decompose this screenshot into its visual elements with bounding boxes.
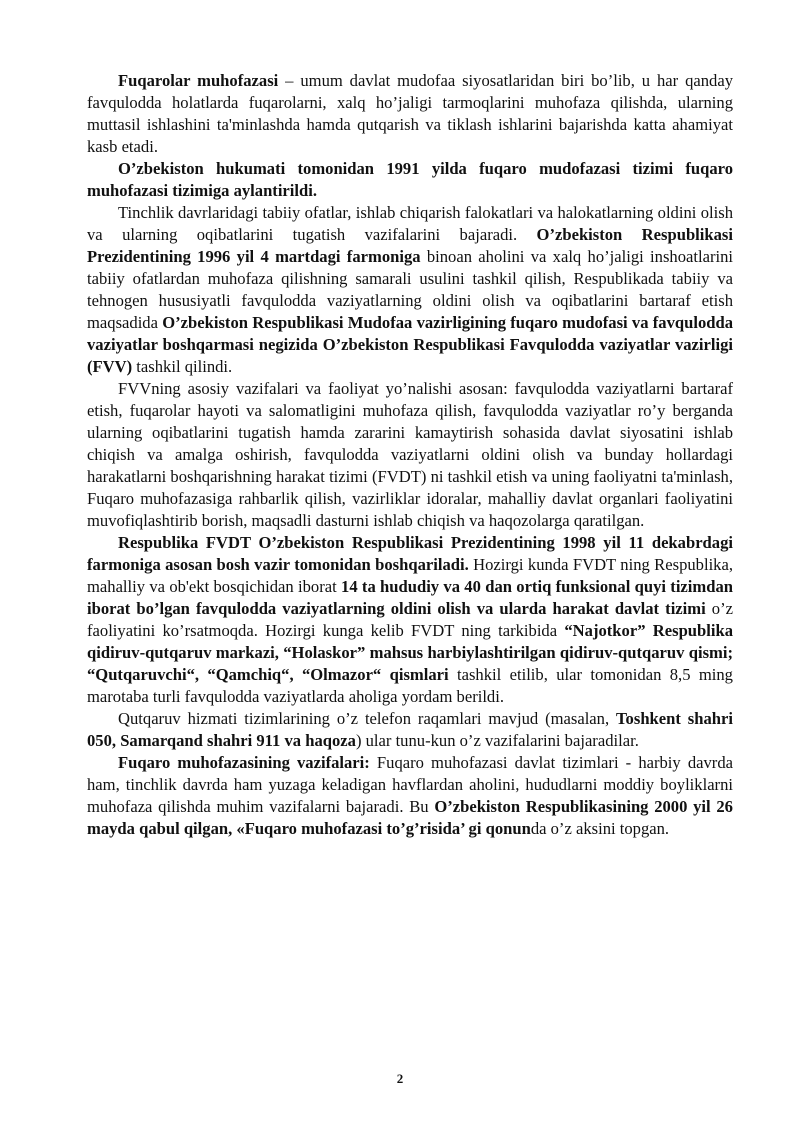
bold-text: “Najotkor” Respublika qidiruv-qutqaruv markazi, “Holaskor” mahsus harbiylashtirilgan qidiruv-qutqaruv qismi; “Qutqaruvchi“, “Qamchiq“, “Olmazor“ qismlari [87, 621, 733, 684]
body-text: ) ular tunu-kun o’z vazifalarini bajaradilar. [355, 731, 639, 750]
bold-text: Fuqarolar muhofazasi [118, 71, 279, 90]
body-text: tashkil etilib, ular tomonidan 8,5 ming marotaba turli favqulodda vaziyatlarda aholiga yordam berildi. [87, 665, 733, 706]
bold-text: 14 ta hududiy va 40 dan ortiq funksional quyi tizimdan iborat bo’lgan favqulodda vaziyatlarning oldini olish va ularda harakat davlat tizimi [87, 577, 733, 618]
paragraph [87, 708, 733, 752]
bold-text: Toshkent shahri 050, Samarqand shahri 911 va haqoza [87, 709, 733, 750]
body-text: Tinchlik davrlaridagi tabiiy ofatlar, ishlab chiqarish falokatlari va halokatlarning oldini olish va ularning oqibatlarini tugatish vazifalarini bajaradi. [87, 203, 733, 244]
body-text: o’z faoliyatini ko’rsatmoqda. Hozirgi kunga kelib FVDT ning tarkibida [87, 599, 733, 640]
bold-text: O’zbekiston Respublikasi Prezidentining 1996 yil 4 martdagi farmoniga [87, 225, 733, 266]
bold-text: Respublika FVDT O’zbekiston Respublikasi Prezidentining 1998 yil 11 dekabrdagi farmoniga asosan bosh vazir tomonidan boshqariladi. [87, 533, 733, 574]
body-text: binoan aholini va xalq ho’jaligi inshoatlarini tabiiy ofatlardan muhofaza qilishning samarali usulini tashkil qilish, Respublikada tabiiy va tehnogen hususiyatli favqulodda vaziyatlarning oldini olish va oqibatlarini bartaraf etish maqsadida [87, 247, 733, 332]
paragraph [87, 158, 733, 202]
bold-text: O’zbekiston hukumati tomonidan 1991 yilda fuqaro mudofazasi tizimi fuqaro muhofazasi tizimiga aylantirildi. [87, 159, 733, 200]
body-text: da o’z aksini topgan. [530, 819, 670, 838]
bold-text: Fuqaro muhofazasining vazifalari: [118, 753, 370, 772]
body-text: FVVning asosiy vazifalari va faoliyat yo’nalishi asosan: favqulodda vaziyatlarni bartaraf etish, fuqarolar hayoti va salomatligini muhofaza qilish, favqulodda vaziyatlar ro’y berganda ularning oqibatlarini tugatish hamda zararini kamaytirish sohasida davlat siyosatini ishlab chiqish va amalga oshirish, favqulodda vaziyatlarni oldini olish va bunday hollardagi harakatlarni boshqarishning harakat tizimi (FVDT) ni tashkil etish va uning faoliyatni ta'minlash, Fuqaro muhofazasiga rahbarlik qilish, vazirliklar idoralar, mahalliy davlat organlari faoliyatini muvofiqlashtirib borish, maqsadli dasturni ishlab chiqish va haqozolarga qaratilgan. [87, 379, 733, 530]
bold-text: O’zbekiston Respublikasining 2000 yil 26 mayda qabul qilgan, «Fuqaro muhofazasi to’g’risida’ gi qonun [87, 797, 733, 838]
body-text: Hozirgi kunda FVDT ning Respublika, mahalliy va ob'ekt bosqichidan iborat [87, 555, 733, 596]
paragraph [87, 202, 733, 378]
paragraph [87, 532, 733, 708]
body-text: Fuqaro muhofazasi davlat tizimlari - harbiy davrda ham, tinchlik davrda ham yuzaga keladigan havflardan aholini, hududlarni moddiy boyliklarni muhofaza qilishda muhim vazifalarni bajaradi. Bu [87, 753, 733, 816]
bold-text: O’zbekiston Respublikasi Mudofaa vazirligining fuqaro mudofasi va favqulodda vaziyatlar boshqarmasi negizida O’zbekiston Respublikasi Favqulodda vaziyatlar vazirligi (FVV) [87, 313, 733, 376]
body-text: – umum davlat mudofaa siyosatlaridan biri bo’lib, u har qanday favqulodda holatlarda fuqarolarni, xalq ho’jaligi tarmoqlarini muhofaza qilishda, ularning muttasil ishlashini ta'minlashda hamda qutqarish va tiklash ishlarini bajarishda katta ahamiyat kasb etadi. [87, 71, 733, 156]
body-text: Qutqaruv hizmati tizimlarining o’z telefon raqamlari mavjud (masalan, [118, 709, 617, 728]
body-text: tashkil qilindi. [132, 357, 233, 376]
paragraph [87, 70, 733, 158]
paragraph [87, 752, 733, 840]
paragraph [87, 378, 733, 532]
page-number: 2 [396, 1071, 404, 1086]
document-body [87, 70, 733, 840]
